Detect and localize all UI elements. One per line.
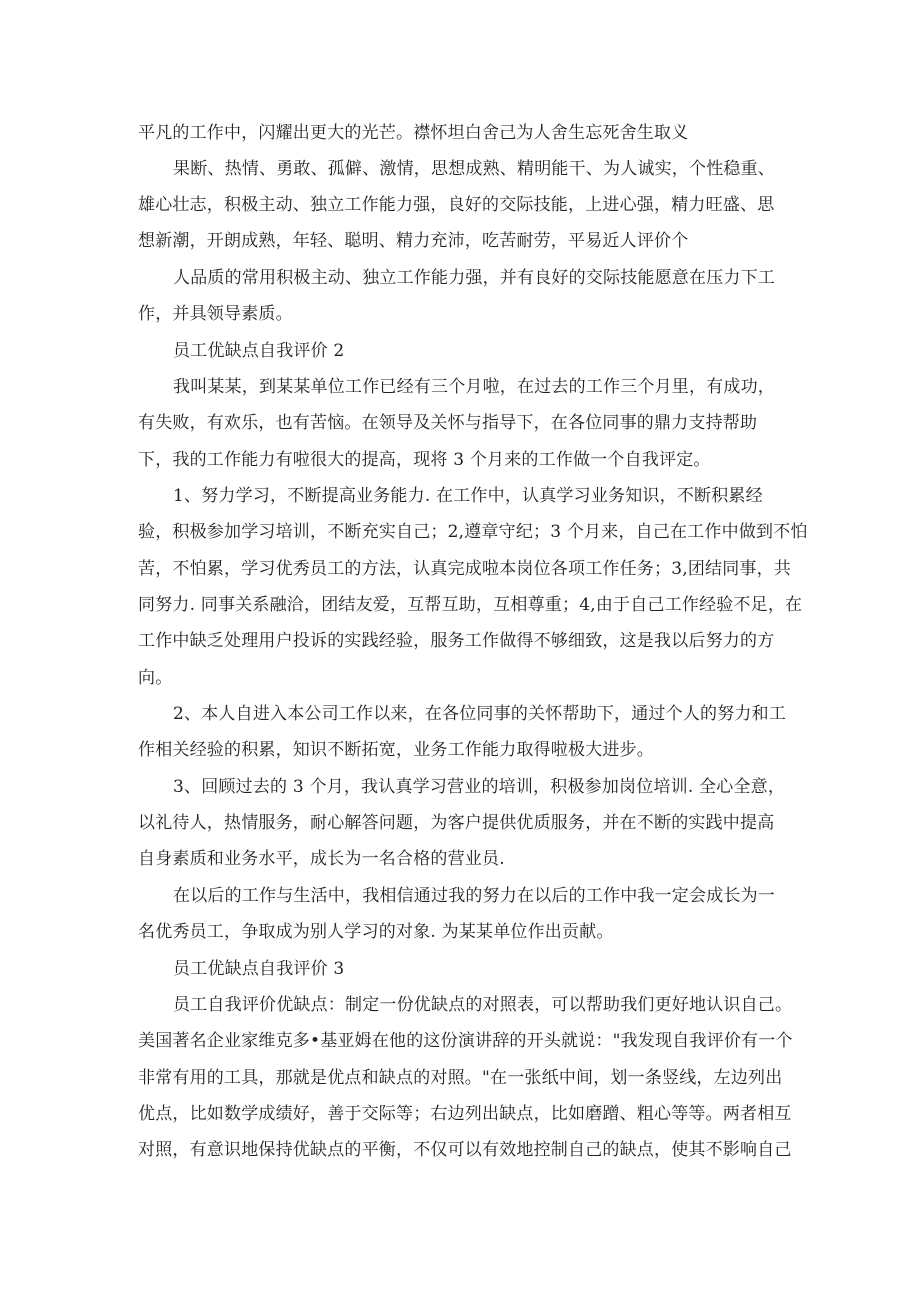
- text-line: 作，并具领导素质。: [138, 304, 293, 324]
- text-line: 3、回顾过去的 3 个月，我认真学习营业的培训，积极参加岗位培训. 全心全意，: [173, 777, 786, 797]
- text-line: 工作中缺乏处理用户投诉的实践经验，服务工作做得不够细致，这是我以后努力的方: [138, 631, 775, 651]
- text-line: 雄心壮志，积极主动、独立工作能力强，良好的交际技能，上进心强，精力旺盛、思: [138, 195, 775, 215]
- text-line: 同努力. 同事关系融洽，团结友爱，互帮互助，互相尊重；4,由于自己工作经验不足，在: [138, 595, 803, 615]
- text-line: 想新潮，开朗成熟，年轻、聪明、精力充沛，吃苦耐劳，平易近人评价个: [138, 231, 689, 251]
- text-line: 优点，比如数学成绩好，善于交际等；右边列出缺点，比如磨蹭、粗心等等。两者相互: [138, 1104, 792, 1124]
- text-line: 员工自我评价优缺点：制定一份优缺点的对照表，可以帮助我们更好地认识自己。: [173, 995, 793, 1015]
- text-line: 非常有用的工具，那就是优点和缺点的对照。"在一张纸中间，划一条竖线，左边列出: [138, 1068, 783, 1088]
- text-line: 向。: [138, 668, 173, 688]
- text-line: 我叫某某，到某某单位工作已经有三个月啦，在过去的工作三个月里，有成功，: [173, 377, 775, 397]
- text-line: 下，我的工作能力有啦很大的提高，现将 3 个月来的工作做一个自我评定。: [138, 450, 711, 470]
- text-line: 对照，有意识地保持优缺点的平衡，不仅可以有效地控制自己的缺点，使其不影响自己: [138, 1140, 792, 1160]
- text-line: 美国著名企业家维克多•基亚姆在他的这份演讲辞的开头就说："我发现自我评价有一个: [138, 1031, 793, 1051]
- text-line: 1、努力学习，不断提高业务能力. 在工作中，认真学习业务知识，不断积累经: [173, 486, 763, 506]
- text-line: 作相关经验的积累，知识不断拓宽，业务工作能力取得啦极大进步。: [138, 740, 654, 760]
- text-line: 人品质的常用积极主动、独立工作能力强，并有良好的交际技能愿意在压力下工: [173, 268, 775, 288]
- section-heading: 员工优缺点自我评价 2: [173, 341, 345, 361]
- text-line: 有失败，有欢乐，也有苦恼。在领导及关怀与指导下，在各位同事的鼎力支持帮助: [138, 413, 758, 433]
- text-line: 果断、热情、勇敢、孤僻、激情，思想成熟、精明能干、为人诚实，个性稳重、: [173, 159, 775, 179]
- text-line: 苦，不怕累，学习优秀员工的方法，认真完成啦本岗位各项工作任务；3,团结同事，共: [138, 559, 792, 579]
- text-line: 2、本人自进入本公司工作以来，在各位同事的关怀帮助下，通过个人的努力和工: [173, 704, 787, 724]
- text-line: 平凡的工作中，闪耀出更大的光芒。襟怀坦白舍己为人舍生忘死舍生取义: [138, 123, 689, 143]
- text-line: 以礼待人，热情服务，耐心解答问题，为客户提供优质服务，并在不断的实践中提高: [138, 813, 775, 833]
- text-line: 名优秀员工，争取成为别人学习的对象. 为某某单位作出贡献。: [138, 922, 614, 942]
- text-line: 自身素质和业务水平，成长为一名合格的营业员.: [138, 849, 505, 869]
- text-line: 在以后的工作与生活中，我相信通过我的努力在以后的工作中我一定会成长为一: [173, 886, 775, 906]
- text-line: 验，积极参加学习培训，不断充实自己；2,遵章守纪；3 个月来，自己在工作中做到不怕: [138, 522, 808, 542]
- section-heading: 员工优缺点自我评价 3: [173, 959, 345, 979]
